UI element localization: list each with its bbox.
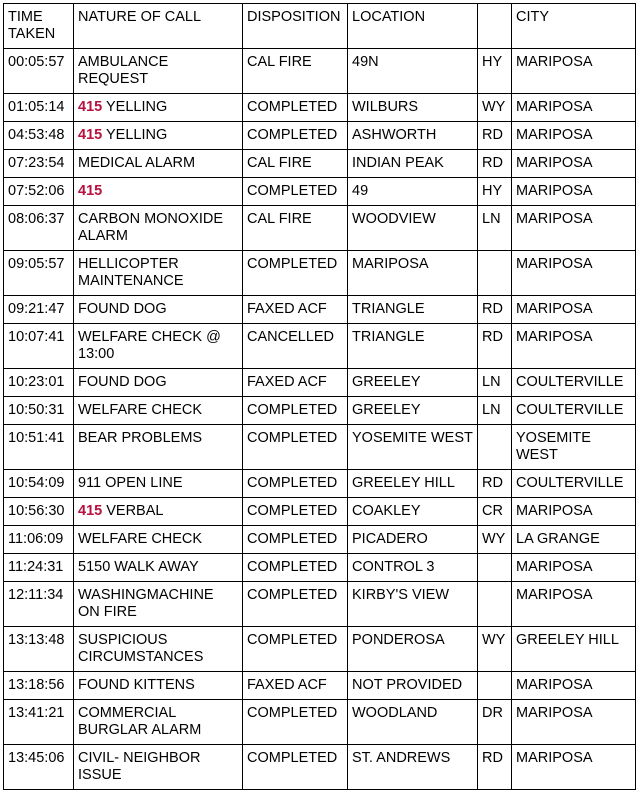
location-cell: WILBURS (348, 94, 478, 122)
table-row (4, 206, 636, 251)
location-cell: ASHWORTH (348, 122, 478, 150)
street-suffix-cell: RD (478, 324, 512, 369)
location-cell: CONTROL 3 (348, 554, 478, 582)
disposition-cell: FAXED ACF (243, 672, 348, 700)
table-row (4, 425, 636, 470)
city-cell: MARIPOSA (512, 49, 636, 94)
nature-text: HELLICOPTER MAINTENANCE (78, 256, 184, 289)
city-cell: COULTERVILLE (512, 397, 636, 425)
header-city: CITY (512, 4, 636, 49)
header-street-suffix (478, 4, 512, 49)
header-nature-of-call: NATURE OF CALL (74, 4, 243, 49)
street-suffix-cell (478, 425, 512, 470)
disposition-cell: COMPLETED (243, 122, 348, 150)
street-suffix-cell (478, 251, 512, 296)
city-cell: LA GRANGE (512, 526, 636, 554)
time-taken-cell: 00:05:57 (4, 49, 74, 94)
nature-of-call-cell (74, 582, 243, 627)
nature-text: FOUND KITTENS (78, 677, 195, 693)
street-suffix-cell (478, 582, 512, 627)
table-row (4, 745, 636, 790)
disposition-cell: CANCELLED (243, 324, 348, 369)
disposition-cell: COMPLETED (243, 397, 348, 425)
table-row (4, 498, 636, 526)
city-cell: MARIPOSA (512, 296, 636, 324)
time-taken-cell: 10:50:31 (4, 397, 74, 425)
city-cell: MARIPOSA (512, 672, 636, 700)
city-cell: MARIPOSA (512, 745, 636, 790)
street-suffix-cell: HY (478, 49, 512, 94)
nature-of-call-cell (74, 49, 243, 94)
time-taken-cell: 09:05:57 (4, 251, 74, 296)
street-suffix-cell: RD (478, 470, 512, 498)
city-cell: MARIPOSA (512, 554, 636, 582)
nature-text: SUSPICIOUS CIRCUMSTANCES (78, 632, 204, 665)
city-cell: YOSEMITE WEST (512, 425, 636, 470)
nature-of-call-cell (74, 554, 243, 582)
location-cell: COAKLEY (348, 498, 478, 526)
table-row (4, 178, 636, 206)
nature-text: FOUND DOG (78, 301, 167, 317)
location-cell: INDIAN PEAK (348, 150, 478, 178)
city-cell: MARIPOSA (512, 150, 636, 178)
street-suffix-cell: LN (478, 206, 512, 251)
table-row (4, 324, 636, 369)
location-cell: 49 (348, 178, 478, 206)
nature-of-call-cell (74, 627, 243, 672)
location-cell: GREELEY (348, 369, 478, 397)
street-suffix-cell: WY (478, 526, 512, 554)
street-suffix-cell: RD (478, 296, 512, 324)
disposition-cell: CAL FIRE (243, 150, 348, 178)
time-taken-cell: 11:24:31 (4, 554, 74, 582)
nature-text: CARBON MONOXIDE ALARM (78, 211, 224, 244)
time-taken-cell: 09:21:47 (4, 296, 74, 324)
location-cell: YOSEMITE WEST (348, 425, 478, 470)
street-suffix-cell: RD (478, 150, 512, 178)
disposition-cell: COMPLETED (243, 700, 348, 745)
time-taken-cell: 10:07:41 (4, 324, 74, 369)
location-cell: TRIANGLE (348, 324, 478, 369)
table-row (4, 122, 636, 150)
street-suffix-cell: DR (478, 700, 512, 745)
nature-text: BEAR PROBLEMS (78, 430, 203, 446)
nature-of-call-cell (74, 369, 243, 397)
disposition-cell: FAXED ACF (243, 369, 348, 397)
time-taken-cell: 08:06:37 (4, 206, 74, 251)
call-code: 415 (78, 183, 103, 199)
nature-text: 911 OPEN LINE (78, 475, 183, 491)
location-cell: MARIPOSA (348, 251, 478, 296)
nature-of-call-cell (74, 296, 243, 324)
table-row (4, 94, 636, 122)
location-cell: KIRBY'S VIEW (348, 582, 478, 627)
city-cell: MARIPOSA (512, 324, 636, 369)
nature-of-call-cell (74, 425, 243, 470)
table-row (4, 296, 636, 324)
city-cell: MARIPOSA (512, 700, 636, 745)
nature-text: COMMERCIAL BURGLAR ALARM (78, 705, 202, 738)
time-taken-cell: 13:41:21 (4, 700, 74, 745)
table-row (4, 526, 636, 554)
nature-of-call-cell (74, 206, 243, 251)
nature-text: WELFARE CHECK (78, 402, 203, 418)
disposition-cell: CAL FIRE (243, 206, 348, 251)
time-taken-cell: 13:13:48 (4, 627, 74, 672)
city-cell: COULTERVILLE (512, 470, 636, 498)
location-cell: 49N (348, 49, 478, 94)
nature-text: WELFARE CHECK (78, 531, 203, 547)
street-suffix-cell: WY (478, 627, 512, 672)
time-taken-cell: 04:53:48 (4, 122, 74, 150)
nature-of-call-cell (74, 526, 243, 554)
disposition-cell: COMPLETED (243, 425, 348, 470)
header-location: LOCATION (348, 4, 478, 49)
time-taken-cell: 13:18:56 (4, 672, 74, 700)
nature-of-call-cell (74, 251, 243, 296)
disposition-cell: COMPLETED (243, 526, 348, 554)
time-taken-cell: 07:52:06 (4, 178, 74, 206)
city-cell: MARIPOSA (512, 178, 636, 206)
city-cell: MARIPOSA (512, 206, 636, 251)
time-taken-cell: 10:54:09 (4, 470, 74, 498)
table-row (4, 49, 636, 94)
street-suffix-cell: CR (478, 498, 512, 526)
call-code: 415 (78, 99, 103, 115)
city-cell: MARIPOSA (512, 582, 636, 627)
nature-of-call-cell (74, 324, 243, 369)
nature-text: 5150 WALK AWAY (78, 559, 199, 575)
nature-text: VERBAL (102, 503, 164, 519)
location-cell: PICADERO (348, 526, 478, 554)
nature-of-call-cell (74, 178, 243, 206)
time-taken-cell: 10:56:30 (4, 498, 74, 526)
table-row (4, 582, 636, 627)
location-cell: GREELEY HILL (348, 470, 478, 498)
disposition-cell: CAL FIRE (243, 49, 348, 94)
table-row (4, 369, 636, 397)
nature-text: FOUND DOG (78, 374, 167, 390)
street-suffix-cell (478, 554, 512, 582)
disposition-cell: COMPLETED (243, 627, 348, 672)
disposition-cell: COMPLETED (243, 178, 348, 206)
time-taken-cell: 01:05:14 (4, 94, 74, 122)
nature-of-call-cell (74, 94, 243, 122)
header-disposition: DISPOSITION (243, 4, 348, 49)
street-suffix-cell: LN (478, 397, 512, 425)
location-cell: TRIANGLE (348, 296, 478, 324)
location-cell: PONDEROSA (348, 627, 478, 672)
table-row (4, 251, 636, 296)
disposition-cell: COMPLETED (243, 470, 348, 498)
call-code: 415 (78, 127, 103, 143)
disposition-cell: COMPLETED (243, 94, 348, 122)
time-taken-cell: 10:23:01 (4, 369, 74, 397)
disposition-cell: COMPLETED (243, 498, 348, 526)
city-cell: MARIPOSA (512, 122, 636, 150)
call-log-table (3, 3, 636, 790)
street-suffix-cell: RD (478, 745, 512, 790)
nature-text: YELLING (102, 99, 168, 115)
location-cell: WOODVIEW (348, 206, 478, 251)
table-row (4, 150, 636, 178)
nature-of-call-cell (74, 745, 243, 790)
nature-of-call-cell (74, 498, 243, 526)
table-row (4, 470, 636, 498)
city-cell: COULTERVILLE (512, 369, 636, 397)
disposition-cell: COMPLETED (243, 251, 348, 296)
table-row (4, 672, 636, 700)
time-taken-cell: 07:23:54 (4, 150, 74, 178)
city-cell: GREELEY HILL (512, 627, 636, 672)
nature-of-call-cell (74, 122, 243, 150)
time-taken-cell: 11:06:09 (4, 526, 74, 554)
street-suffix-cell: WY (478, 94, 512, 122)
nature-text: YELLING (102, 127, 168, 143)
nature-text: WASHINGMACHINE ON FIRE (78, 587, 214, 620)
nature-of-call-cell (74, 397, 243, 425)
disposition-cell: FAXED ACF (243, 296, 348, 324)
street-suffix-cell (478, 672, 512, 700)
city-cell: MARIPOSA (512, 94, 636, 122)
time-taken-cell: 13:45:06 (4, 745, 74, 790)
disposition-cell: COMPLETED (243, 554, 348, 582)
location-cell: WOODLAND (348, 700, 478, 745)
location-cell: NOT PROVIDED (348, 672, 478, 700)
header-time-taken: TIME TAKEN (4, 4, 74, 49)
time-taken-cell: 12:11:34 (4, 582, 74, 627)
nature-text: MEDICAL ALARM (78, 155, 196, 171)
street-suffix-cell: LN (478, 369, 512, 397)
nature-of-call-cell (74, 150, 243, 178)
street-suffix-cell: HY (478, 178, 512, 206)
nature-text: WELFARE CHECK @ 13:00 (78, 329, 221, 362)
street-suffix-cell: RD (478, 122, 512, 150)
nature-of-call-cell (74, 470, 243, 498)
nature-of-call-cell (74, 672, 243, 700)
disposition-cell: COMPLETED (243, 745, 348, 790)
nature-text: CIVIL- NEIGHBOR ISSUE (78, 750, 201, 783)
table-row (4, 700, 636, 745)
city-cell: MARIPOSA (512, 251, 636, 296)
nature-text: AMBULANCE REQUEST (78, 54, 169, 87)
table-row (4, 554, 636, 582)
call-log-body (4, 49, 636, 790)
city-cell: MARIPOSA (512, 498, 636, 526)
table-row (4, 627, 636, 672)
location-cell: GREELEY (348, 397, 478, 425)
disposition-cell: COMPLETED (243, 582, 348, 627)
location-cell: ST. ANDREWS (348, 745, 478, 790)
header-row (4, 4, 636, 49)
call-code: 415 (78, 503, 103, 519)
nature-of-call-cell (74, 700, 243, 745)
table-row (4, 397, 636, 425)
time-taken-cell: 10:51:41 (4, 425, 74, 470)
